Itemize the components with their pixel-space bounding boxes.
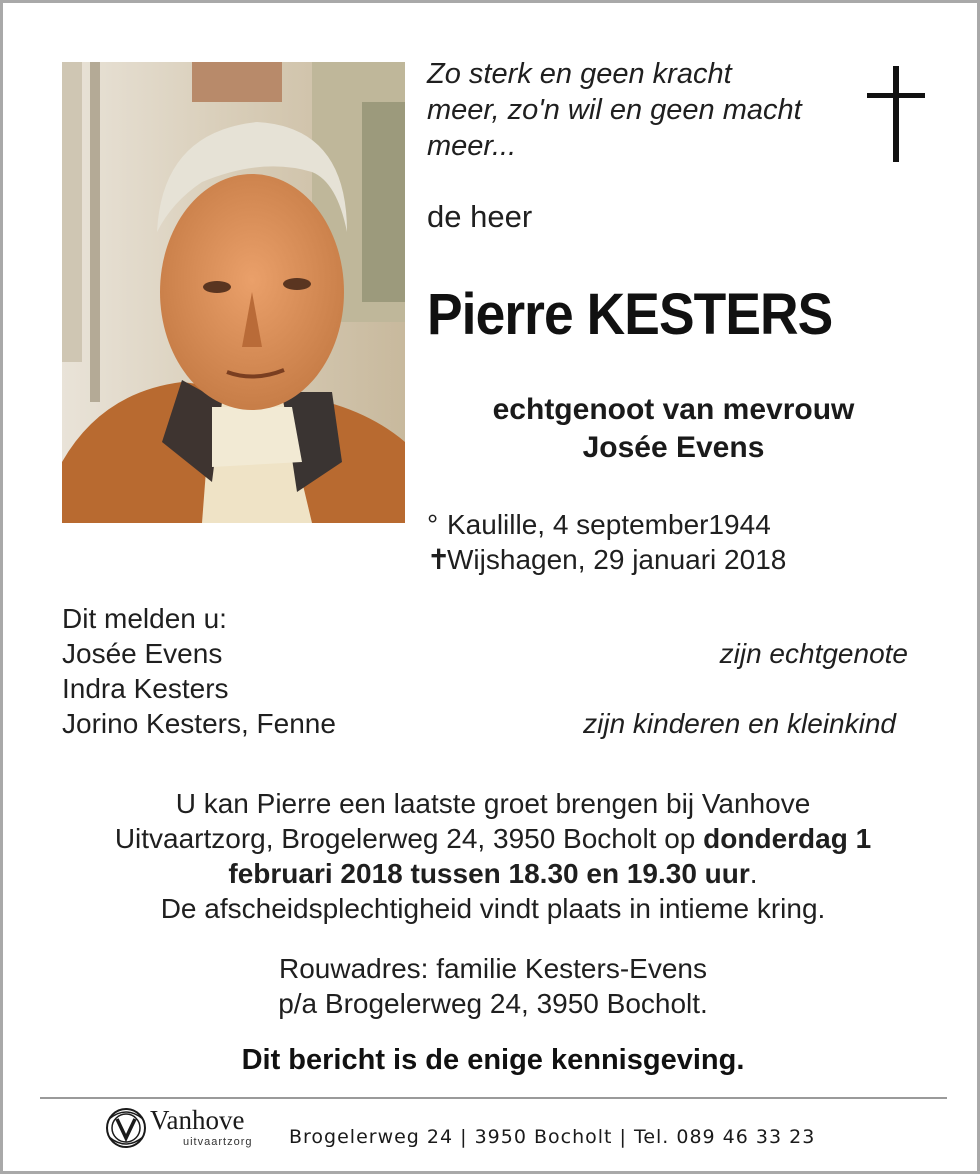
- birth-date: Kaulille, 4 september1944: [447, 509, 771, 540]
- birth-icon: °: [427, 509, 439, 540]
- salutation: de heer: [427, 199, 533, 234]
- quote-line: meer...: [427, 130, 517, 162]
- spouse-name: Josée Evens: [582, 431, 765, 464]
- portrait-illustration: [62, 62, 405, 523]
- notice-intro: Dit melden u:: [62, 603, 227, 634]
- address-line: p/a Brogelerweg 24, 3950 Bocholt.: [278, 988, 708, 1019]
- death-cross-icon: ✝: [427, 544, 451, 575]
- death-line: [427, 542, 786, 577]
- visitation-date: donderdag 1: [703, 823, 872, 854]
- family-relation: zijn kinderen en kleinkind: [583, 708, 896, 739]
- family-names: Josée Evens: [62, 638, 223, 669]
- logo-emblem-icon: [103, 1105, 149, 1151]
- visitation-line: [43, 821, 943, 856]
- visitation-line: [43, 856, 943, 891]
- logo-subtitle: uitvaartzorg: [183, 1136, 253, 1148]
- logo-brand: Vanhove: [150, 1105, 245, 1135]
- life-dates: [427, 507, 786, 577]
- family-row: [62, 671, 908, 706]
- deceased-name: Pierre KESTERS: [427, 282, 833, 347]
- visitation-text-part: .: [749, 858, 758, 889]
- vanhove-logo: [103, 1105, 278, 1153]
- mourning-address: [43, 951, 943, 1021]
- final-note: Dit bericht is de enige kennisgeving.: [241, 1044, 745, 1076]
- portrait-photo: [62, 62, 405, 523]
- footer-divider: [40, 1097, 947, 1099]
- family-row: [62, 706, 908, 741]
- spouse-block: [427, 391, 920, 467]
- visitation-text-part: Uitvaartzorg, Brogelerweg 24, 3950 Bocholt op: [114, 823, 704, 854]
- visitation-line: U kan Pierre een laatste groet brengen bij Vanhove: [175, 788, 811, 819]
- family-relation: zijn echtgenote: [719, 638, 908, 669]
- cross-icon: [867, 66, 925, 162]
- family-names: Indra Kesters: [62, 673, 229, 704]
- birth-line: [427, 507, 786, 542]
- quote-line: meer, zo'n wil en geen macht: [427, 94, 802, 126]
- memorial-quote: [427, 56, 847, 164]
- visitation-text: [43, 786, 943, 926]
- spouse-label: echtgenoot van mevrouw: [492, 393, 855, 426]
- death-date: Wijshagen, 29 januari 2018: [447, 544, 787, 575]
- family-notice: [62, 601, 908, 741]
- visitation-time: februari 2018 tussen 18.30 en 19.30 uur: [228, 858, 750, 889]
- family-names: Jorino Kesters, Fenne: [62, 708, 336, 739]
- address-line: Rouwadres: familie Kesters-Evens: [279, 953, 707, 984]
- footer-contact: Brogelerweg 24 | 3950 Bocholt | Tel. 089 46 33 23: [289, 1126, 816, 1148]
- visitation-line: De afscheidsplechtigheid vindt plaats in intieme kring.: [160, 893, 826, 924]
- quote-line: Zo sterk en geen kracht: [427, 58, 732, 90]
- family-row: [62, 636, 908, 671]
